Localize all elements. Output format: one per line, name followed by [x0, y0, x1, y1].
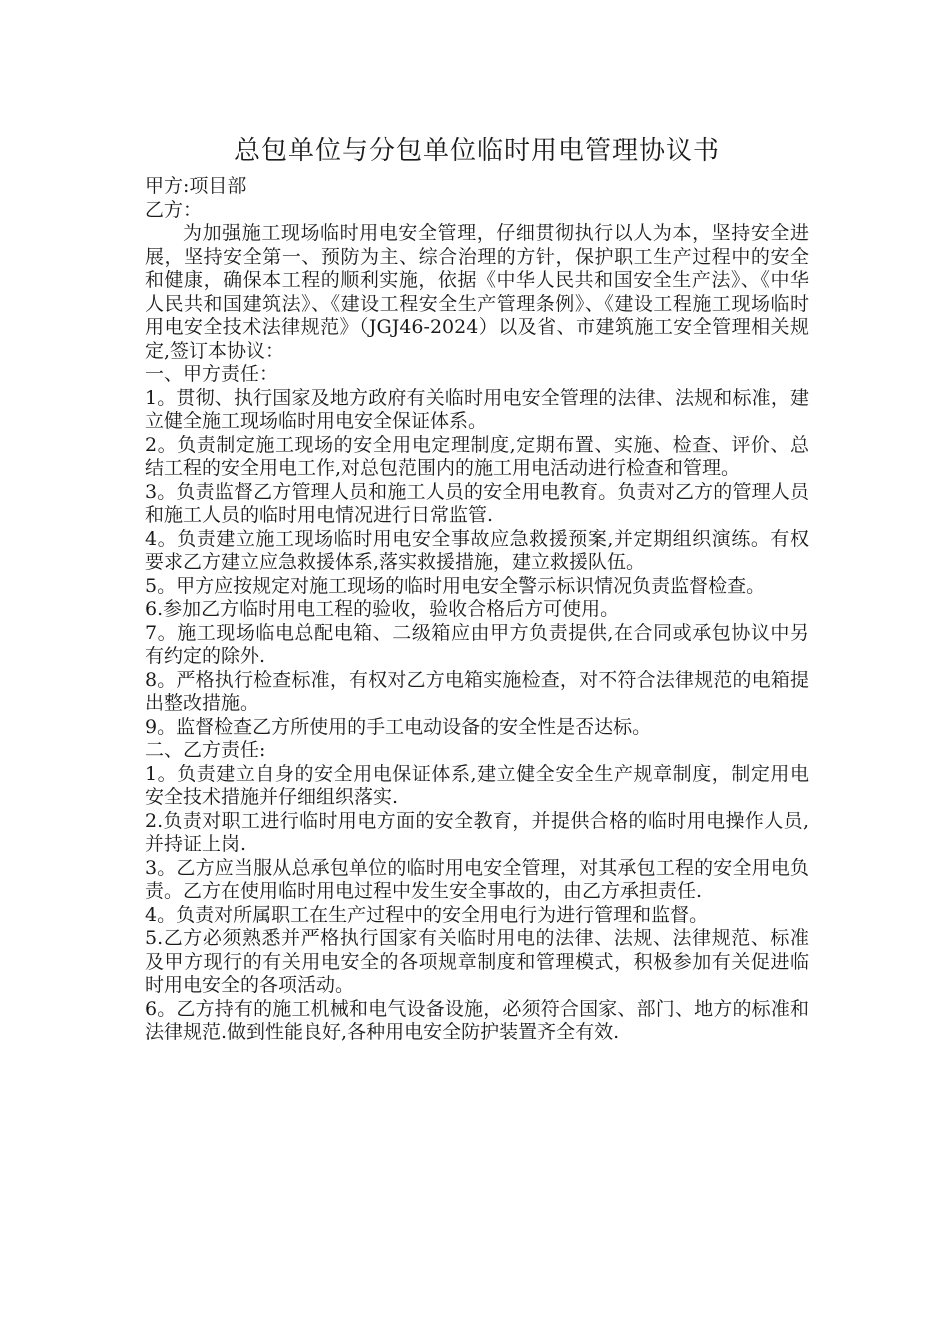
- preamble-paragraph: 为加强施工现场临时用电安全管理，仔细贯彻执行以人为本，坚持安全进展，坚持安全第一、预防为主、综合治理的方针，保护职工生产过程中的安全和健康，确保本工程的顺利实施，依据《中华人民共和国安全生产法》、《中华人民共和国建筑法》、《建设工程安全生产管理条例》、《建设工程施工现场临时用电安全技术法律规范》（JGJ46-2024）以及省、市建筑施工安全管理相关规定,签订本协议：: [145, 222, 809, 362]
- section-a-item: 3。负责监督乙方管理人员和施工人员的安全用电教育。负责对乙方的管理人员和施工人员的临时用电情况进行日常监管.: [145, 480, 809, 526]
- section-b-item: 6。乙方持有的施工机械和电气设备设施，必须符合国家、部门、地方的标准和法律规范.做到性能良好,各种用电安全防护装置齐全有效.: [145, 997, 809, 1043]
- section-a-item: 2。负责制定施工现场的安全用电定理制度,定期布置、实施、检查、评价、总结工程的安全用电工作,对总包范围内的施工用电活动进行检查和管理。: [145, 433, 809, 479]
- section-b-item: 1。负责建立自身的安全用电保证体系,建立健全安全生产规章制度，制定用电安全技术措施并仔细组织落实.: [145, 762, 809, 808]
- section-b-heading: 二、乙方责任:: [145, 739, 266, 761]
- section-a-item: 9。监督检查乙方所使用的手工电动设备的安全性是否达标。: [145, 715, 652, 738]
- section-a-item: 8。严格执行检查标准，有权对乙方电箱实施检查，对不符合法律规范的电箱提出整改措施。: [145, 668, 809, 714]
- section-a-item: 7。施工现场临电总配电箱、二级箱应由甲方负责提供,在合同或承包协议中另有约定的除外.: [145, 621, 809, 667]
- document-title: 总包单位与分包单位临时用电管理协议书: [233, 136, 720, 166]
- section-a-heading: 一、甲方责任：: [145, 363, 279, 385]
- section-a-item: 5。甲方应按规定对施工现场的临时用电安全警示标识情况负责监督检查。: [145, 574, 766, 597]
- section-b-item: 4。负责对所属职工在生产过程中的安全用电行为进行管理和监督。: [145, 903, 709, 926]
- party-a: 甲方:项目部: [145, 175, 247, 197]
- section-b-item: 5.乙方必须熟悉并严格执行国家有关临时用电的法律、法规、法律规范、标准及甲方现行的有关用电安全的各项规章制度和管理模式，积极参加有关促进临时用电安全的各项活动。: [145, 927, 809, 996]
- party-b: 乙方：: [145, 198, 203, 221]
- document-page: [145, 131, 809, 1045]
- section-a-item: 4。负责建立施工现场临时用电安全事故应急救援预案,并定期组织演练。有权要求乙方建立应急救援体系,落实救援措施，建立救援队伍。: [145, 527, 809, 573]
- section-a-item: 1。贯彻、执行国家及地方政府有关临时用电安全管理的法律、法规和标准，建立健全施工现场临时用电安全保证体系。: [145, 386, 809, 432]
- section-b-item: 2.负责对职工进行临时用电方面的安全教育，并提供合格的临时用电操作人员,并持证上岗.: [145, 809, 809, 855]
- section-a-item: 6.参加乙方临时用电工程的验收，验收合格后方可使用。: [145, 598, 620, 620]
- section-b-item: 3。乙方应当服从总承包单位的临时用电安全管理，对其承包工程的安全用电负责。乙方在使用临时用电过程中发生安全事故的，由乙方承担责任.: [145, 856, 809, 902]
